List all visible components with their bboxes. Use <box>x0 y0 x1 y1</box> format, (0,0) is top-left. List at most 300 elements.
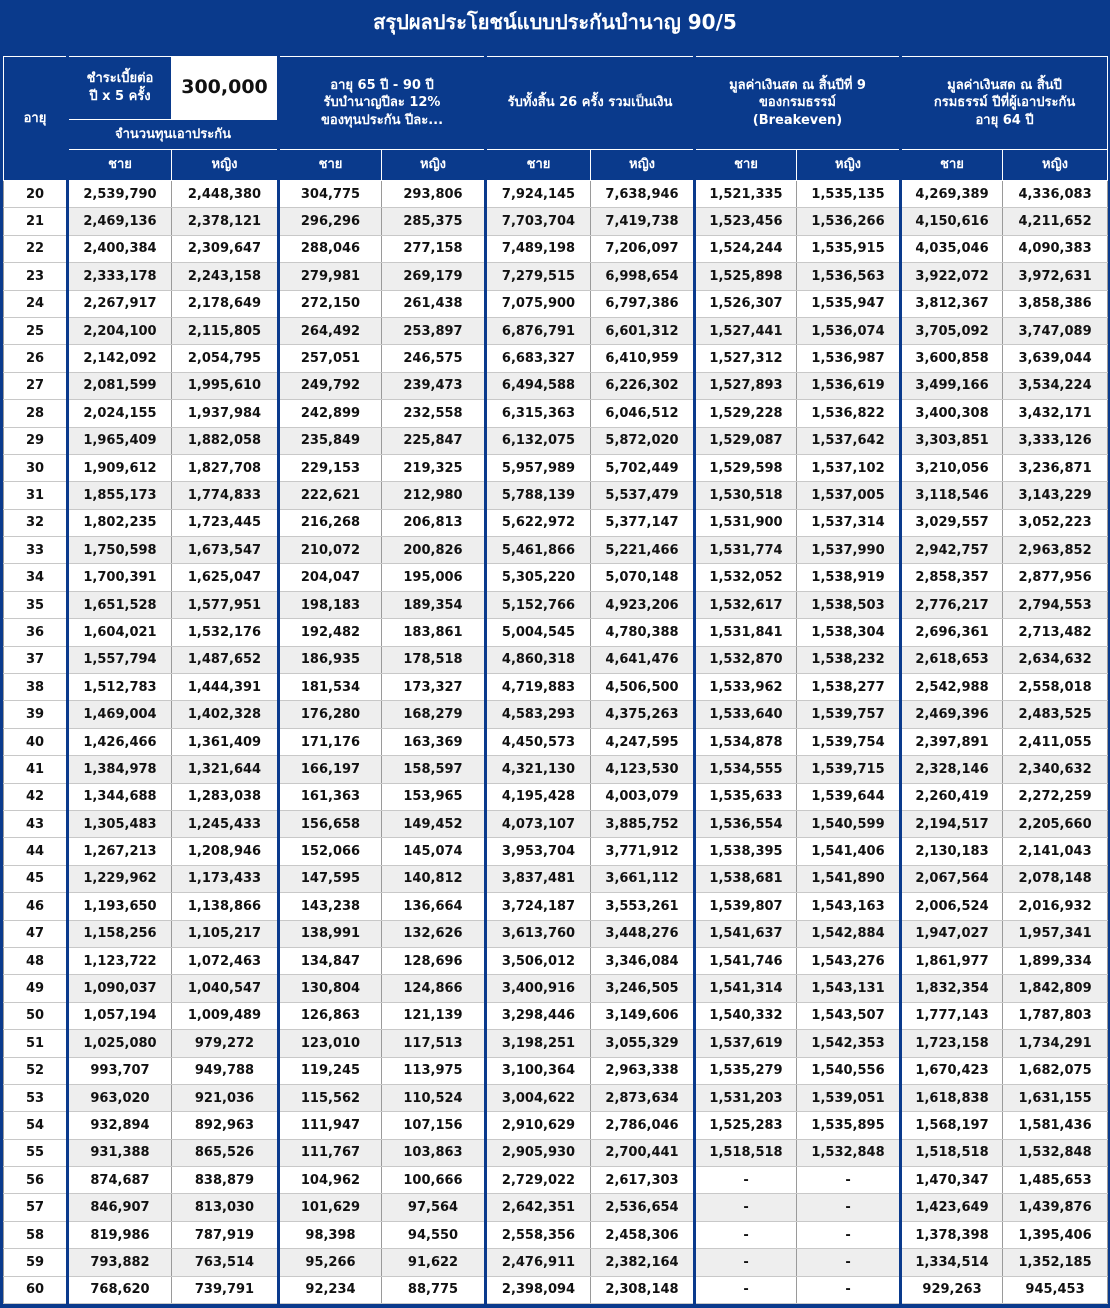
cash-value-female: 945,453 <box>1003 1276 1108 1303</box>
annuity-male: 156,658 <box>279 810 382 837</box>
annuity-female: 88,775 <box>382 1276 486 1303</box>
cash-value-female: 2,078,148 <box>1003 865 1108 892</box>
annuity-male: 92,234 <box>279 1276 382 1303</box>
table-row <box>4 756 1108 783</box>
cash-value-male: 1,723,158 <box>901 1030 1003 1057</box>
annuity-female: 113,975 <box>382 1057 486 1084</box>
annuity-female: 178,518 <box>382 646 486 673</box>
annuity-female: 285,375 <box>382 208 486 235</box>
breakeven-female: 1,535,895 <box>797 1112 901 1139</box>
table-row <box>4 1194 1108 1221</box>
sum-insured-female: 1,173,433 <box>172 865 279 892</box>
breakeven-female: 1,541,406 <box>797 838 901 865</box>
sum-insured-female: 2,378,121 <box>172 208 279 235</box>
total-male: 3,506,012 <box>486 947 591 974</box>
total-female: 4,003,079 <box>591 783 695 810</box>
total-female: 6,046,512 <box>591 400 695 427</box>
age-cell: 39 <box>4 701 68 728</box>
cash-value-female: 1,439,876 <box>1003 1194 1108 1221</box>
sum-insured-male: 1,604,021 <box>68 619 172 646</box>
cash-value-female: 1,532,848 <box>1003 1139 1108 1166</box>
annuity-male: 147,595 <box>279 865 382 892</box>
total-male: 7,703,704 <box>486 208 591 235</box>
total-female: 5,702,449 <box>591 454 695 481</box>
breakeven-female: 1,537,642 <box>797 427 901 454</box>
cash-value-female: 3,972,631 <box>1003 263 1108 290</box>
cash-value-female: 4,090,383 <box>1003 235 1108 262</box>
age-cell: 47 <box>4 920 68 947</box>
age-cell: 56 <box>4 1167 68 1194</box>
cash-value-male: 1,777,143 <box>901 1002 1003 1029</box>
total-female: 4,506,500 <box>591 674 695 701</box>
annuity-female: 168,279 <box>382 701 486 728</box>
sum-insured-male: 1,158,256 <box>68 920 172 947</box>
annuity-male: 111,767 <box>279 1139 382 1166</box>
annuity-female: 145,074 <box>382 838 486 865</box>
cash-value-male: 3,922,072 <box>901 263 1003 290</box>
breakeven-female: 1,538,503 <box>797 591 901 618</box>
sum-insured-male: 1,855,173 <box>68 482 172 509</box>
cash-value-female: 3,333,126 <box>1003 427 1108 454</box>
breakeven-male: 1,530,518 <box>695 482 797 509</box>
breakeven-male: 1,526,307 <box>695 290 797 317</box>
breakeven-male: 1,527,893 <box>695 372 797 399</box>
annuity-female: 239,473 <box>382 372 486 399</box>
sum-insured-male: 874,687 <box>68 1167 172 1194</box>
age-cell: 23 <box>4 263 68 290</box>
table-row <box>4 591 1108 618</box>
breakeven-female: 1,540,599 <box>797 810 901 837</box>
annuity-male: 229,153 <box>279 454 382 481</box>
total-header: รับทั้งสิ้น 26 ครั้ง รวมเป็นเงิน <box>486 57 695 150</box>
annuity-male: 166,197 <box>279 756 382 783</box>
sum-insured-female: 1,774,833 <box>172 482 279 509</box>
cash-value-male: 2,067,564 <box>901 865 1003 892</box>
cash-value-female: 3,747,089 <box>1003 317 1108 344</box>
sum-insured-female: 2,243,158 <box>172 263 279 290</box>
cash-value-male: 2,260,419 <box>901 783 1003 810</box>
cash-value-male: 1,518,518 <box>901 1139 1003 1166</box>
annuity-male: 134,847 <box>279 947 382 974</box>
age-cell: 34 <box>4 564 68 591</box>
table-row <box>4 810 1108 837</box>
cash-value-female: 3,639,044 <box>1003 345 1108 372</box>
cash-value-male: 3,210,056 <box>901 454 1003 481</box>
total-female: 3,448,276 <box>591 920 695 947</box>
sum-insured-male: 1,965,409 <box>68 427 172 454</box>
cash-value-male: 3,812,367 <box>901 290 1003 317</box>
table-body <box>4 181 1108 1304</box>
breakeven-female: 1,540,556 <box>797 1057 901 1084</box>
sum-insured-male: 793,882 <box>68 1249 172 1276</box>
age-cell: 43 <box>4 810 68 837</box>
male-header: ชาย <box>901 150 1003 181</box>
breakeven-female: 1,539,757 <box>797 701 901 728</box>
sum-insured-male: 819,986 <box>68 1221 172 1248</box>
female-header: หญิง <box>591 150 695 181</box>
age-cell: 38 <box>4 674 68 701</box>
total-female: 5,537,479 <box>591 482 695 509</box>
breakeven-male: 1,535,279 <box>695 1057 797 1084</box>
total-male: 4,073,107 <box>486 810 591 837</box>
total-male: 6,494,588 <box>486 372 591 399</box>
sum-insured-male: 993,707 <box>68 1057 172 1084</box>
cash-value-female: 1,395,406 <box>1003 1221 1108 1248</box>
annuity-female: 128,696 <box>382 947 486 974</box>
sum-insured-male: 2,469,136 <box>68 208 172 235</box>
total-male: 3,004,622 <box>486 1084 591 1111</box>
breakeven-male: 1,541,746 <box>695 947 797 974</box>
cash-value-male: 1,670,423 <box>901 1057 1003 1084</box>
age-cell: 59 <box>4 1249 68 1276</box>
total-female: 4,780,388 <box>591 619 695 646</box>
total-male: 5,004,545 <box>486 619 591 646</box>
age-cell: 24 <box>4 290 68 317</box>
sum-insured-female: 1,105,217 <box>172 920 279 947</box>
female-header: หญิง <box>382 150 486 181</box>
sum-insured-female: 2,178,649 <box>172 290 279 317</box>
total-male: 3,100,364 <box>486 1057 591 1084</box>
sum-insured-female: 865,526 <box>172 1139 279 1166</box>
breakeven-female: 1,536,074 <box>797 317 901 344</box>
annuity-male: 123,010 <box>279 1030 382 1057</box>
breakeven-male: 1,523,456 <box>695 208 797 235</box>
annuity-female: 97,564 <box>382 1194 486 1221</box>
table-row <box>4 1112 1108 1139</box>
total-female: 2,873,634 <box>591 1084 695 1111</box>
cash-value-female: 2,205,660 <box>1003 810 1108 837</box>
breakeven-female: 1,537,990 <box>797 537 901 564</box>
sum-insured-male: 1,057,194 <box>68 1002 172 1029</box>
annuity-female: 94,550 <box>382 1221 486 1248</box>
breakeven-female: 1,535,947 <box>797 290 901 317</box>
annuity-female: 183,861 <box>382 619 486 646</box>
age-cell: 35 <box>4 591 68 618</box>
breakeven-female: 1,538,304 <box>797 619 901 646</box>
total-male: 2,398,094 <box>486 1276 591 1303</box>
age-cell: 26 <box>4 345 68 372</box>
total-male: 2,642,351 <box>486 1194 591 1221</box>
table-row <box>4 235 1108 262</box>
cash-value-male: 2,006,524 <box>901 893 1003 920</box>
table-row <box>4 838 1108 865</box>
total-female: 6,998,654 <box>591 263 695 290</box>
breakeven-male: 1,537,619 <box>695 1030 797 1057</box>
sum-insured-female: 1,827,708 <box>172 454 279 481</box>
cash-value-female: 3,858,386 <box>1003 290 1108 317</box>
total-female: 2,963,338 <box>591 1057 695 1084</box>
sum-insured-male: 2,400,384 <box>68 235 172 262</box>
table-row <box>4 372 1108 399</box>
cash-value-male: 1,568,197 <box>901 1112 1003 1139</box>
breakeven-male: 1,532,617 <box>695 591 797 618</box>
sum-insured-male: 2,539,790 <box>68 181 172 208</box>
premium-amount: 300,000 <box>172 57 279 120</box>
breakeven-female: 1,538,277 <box>797 674 901 701</box>
cash-value-male: 2,542,988 <box>901 674 1003 701</box>
breakeven-male: - <box>695 1194 797 1221</box>
male-header: ชาย <box>486 150 591 181</box>
cash-value-female: 1,842,809 <box>1003 975 1108 1002</box>
cash-value-female: 1,631,155 <box>1003 1084 1108 1111</box>
breakeven-female: 1,538,232 <box>797 646 901 673</box>
cash-value-female: 1,957,341 <box>1003 920 1108 947</box>
annuity-male: 111,947 <box>279 1112 382 1139</box>
cash-value-female: 3,432,171 <box>1003 400 1108 427</box>
cash-value-male: 1,378,398 <box>901 1221 1003 1248</box>
age-cell: 25 <box>4 317 68 344</box>
cash-value-male: 1,470,347 <box>901 1167 1003 1194</box>
total-female: 6,226,302 <box>591 372 695 399</box>
sum-insured-female: 1,625,047 <box>172 564 279 591</box>
sum-insured-female: 1,208,946 <box>172 838 279 865</box>
cash-value-male: 4,150,616 <box>901 208 1003 235</box>
breakeven-male: 1,529,087 <box>695 427 797 454</box>
annuity-male: 143,238 <box>279 893 382 920</box>
total-female: 5,872,020 <box>591 427 695 454</box>
cash-value-male: 2,942,757 <box>901 537 1003 564</box>
cash-value-female: 4,336,083 <box>1003 181 1108 208</box>
sum-insured-male: 1,267,213 <box>68 838 172 865</box>
cash-value-female: 2,141,043 <box>1003 838 1108 865</box>
sum-insured-female: 1,723,445 <box>172 509 279 536</box>
breakeven-male: 1,524,244 <box>695 235 797 262</box>
sum-insured-female: 1,321,644 <box>172 756 279 783</box>
annuity-male: 115,562 <box>279 1084 382 1111</box>
annuity-female: 195,006 <box>382 564 486 591</box>
sum-insured-female: 838,879 <box>172 1167 279 1194</box>
sum-insured-female: 1,444,391 <box>172 674 279 701</box>
sum-insured-female: 763,514 <box>172 1249 279 1276</box>
breakeven-male: 1,535,633 <box>695 783 797 810</box>
age-cell: 46 <box>4 893 68 920</box>
cash-value-male: 1,423,649 <box>901 1194 1003 1221</box>
age-cell: 58 <box>4 1221 68 1248</box>
table-row <box>4 674 1108 701</box>
total-male: 4,719,883 <box>486 674 591 701</box>
total-female: 3,771,912 <box>591 838 695 865</box>
total-male: 4,860,318 <box>486 646 591 673</box>
annuity-male: 186,935 <box>279 646 382 673</box>
cash-value-female: 2,483,525 <box>1003 701 1108 728</box>
annuity-male: 288,046 <box>279 235 382 262</box>
age-cell: 52 <box>4 1057 68 1084</box>
sum-insured-female: 787,919 <box>172 1221 279 1248</box>
annuity-male: 204,047 <box>279 564 382 591</box>
total-female: 3,885,752 <box>591 810 695 837</box>
table-row <box>4 920 1108 947</box>
total-male: 5,461,866 <box>486 537 591 564</box>
breakeven-female: - <box>797 1167 901 1194</box>
sum-insured-female: 1,361,409 <box>172 728 279 755</box>
annuity-male: 304,775 <box>279 181 382 208</box>
breakeven-female: 1,536,266 <box>797 208 901 235</box>
female-header: หญิง <box>797 150 901 181</box>
breakeven-female: 1,532,848 <box>797 1139 901 1166</box>
sum-insured-female: 1,072,463 <box>172 947 279 974</box>
breakeven-male: - <box>695 1167 797 1194</box>
cash-value-female: 3,534,224 <box>1003 372 1108 399</box>
breakeven-female: 1,543,507 <box>797 1002 901 1029</box>
table-row <box>4 1249 1108 1276</box>
breakeven-male: 1,529,228 <box>695 400 797 427</box>
age-cell: 54 <box>4 1112 68 1139</box>
breakeven-female: 1,543,276 <box>797 947 901 974</box>
total-female: 3,346,084 <box>591 947 695 974</box>
age-cell: 57 <box>4 1194 68 1221</box>
total-female: 2,536,654 <box>591 1194 695 1221</box>
table-row <box>4 181 1108 208</box>
total-female: 2,786,046 <box>591 1112 695 1139</box>
table-row <box>4 893 1108 920</box>
cash-value-male: 2,696,361 <box>901 619 1003 646</box>
total-female: 5,221,466 <box>591 537 695 564</box>
age-cell: 30 <box>4 454 68 481</box>
annuity-female: 246,575 <box>382 345 486 372</box>
annuity-male: 119,245 <box>279 1057 382 1084</box>
sum-insured-female: 2,054,795 <box>172 345 279 372</box>
annuity-male: 296,296 <box>279 208 382 235</box>
sum-insured-male: 1,802,235 <box>68 509 172 536</box>
total-female: 2,700,441 <box>591 1139 695 1166</box>
cash-value-male: 3,118,546 <box>901 482 1003 509</box>
table-row <box>4 290 1108 317</box>
sum-insured-male: 1,750,598 <box>68 537 172 564</box>
total-male: 7,924,145 <box>486 181 591 208</box>
annuity-male: 222,621 <box>279 482 382 509</box>
age-cell: 41 <box>4 756 68 783</box>
total-male: 2,476,911 <box>486 1249 591 1276</box>
cash-value-male: 2,194,517 <box>901 810 1003 837</box>
annuity-male: 249,792 <box>279 372 382 399</box>
breakeven-male: - <box>695 1276 797 1303</box>
age-cell: 32 <box>4 509 68 536</box>
sum-insured-male: 2,081,599 <box>68 372 172 399</box>
table-row <box>4 482 1108 509</box>
total-female: 4,123,530 <box>591 756 695 783</box>
breakeven-female: 1,537,005 <box>797 482 901 509</box>
total-male: 5,152,766 <box>486 591 591 618</box>
sum-insured-male: 2,024,155 <box>68 400 172 427</box>
total-male: 7,075,900 <box>486 290 591 317</box>
cash-value-female: 2,634,632 <box>1003 646 1108 673</box>
cash-value-male: 1,334,514 <box>901 1249 1003 1276</box>
cash-value-male: 2,328,146 <box>901 756 1003 783</box>
breakeven-male: 1,541,314 <box>695 975 797 1002</box>
annuity-female: 206,813 <box>382 509 486 536</box>
breakeven-male: 1,525,898 <box>695 263 797 290</box>
sum-insured-female: 1,138,866 <box>172 893 279 920</box>
total-female: 6,601,312 <box>591 317 695 344</box>
breakeven-female: 1,543,131 <box>797 975 901 1002</box>
breakeven-male: 1,540,332 <box>695 1002 797 1029</box>
table-row <box>4 537 1108 564</box>
breakeven-female: 1,538,919 <box>797 564 901 591</box>
table-row <box>4 317 1108 344</box>
cash-value-female: 2,877,956 <box>1003 564 1108 591</box>
total-male: 4,321,130 <box>486 756 591 783</box>
total-female: 4,375,263 <box>591 701 695 728</box>
table-row <box>4 1139 1108 1166</box>
sum-insured-female: 1,937,984 <box>172 400 279 427</box>
sum-insured-male: 963,020 <box>68 1084 172 1111</box>
annuity-female: 153,965 <box>382 783 486 810</box>
total-male: 7,489,198 <box>486 235 591 262</box>
annuity-male: 198,183 <box>279 591 382 618</box>
sum-insured-female: 2,309,647 <box>172 235 279 262</box>
total-male: 4,583,293 <box>486 701 591 728</box>
breakeven-female: 1,537,102 <box>797 454 901 481</box>
sum-insured-female: 1,283,038 <box>172 783 279 810</box>
breakeven-male: 1,536,554 <box>695 810 797 837</box>
sum-insured-male: 932,894 <box>68 1112 172 1139</box>
table-row <box>4 208 1108 235</box>
table-row <box>4 701 1108 728</box>
cash-value-female: 1,787,803 <box>1003 1002 1108 1029</box>
breakeven-female: 1,539,051 <box>797 1084 901 1111</box>
cash-value-64-header: มูลค่าเงินสด ณ สิ้นปี กรมธรรม์ ปีที่ผู้เอาประกัน อายุ 64 ปี <box>901 57 1108 150</box>
annuity-female: 225,847 <box>382 427 486 454</box>
annuity-female: 173,327 <box>382 674 486 701</box>
sum-insured-male: 1,193,650 <box>68 893 172 920</box>
sum-insured-male: 768,620 <box>68 1276 172 1303</box>
breakeven-male: 1,538,395 <box>695 838 797 865</box>
age-cell: 50 <box>4 1002 68 1029</box>
total-male: 5,788,139 <box>486 482 591 509</box>
cash-value-male: 3,400,308 <box>901 400 1003 427</box>
total-female: 2,617,303 <box>591 1167 695 1194</box>
total-male: 2,905,930 <box>486 1139 591 1166</box>
total-female: 7,206,097 <box>591 235 695 262</box>
age-cell: 36 <box>4 619 68 646</box>
cash-value-male: 929,263 <box>901 1276 1003 1303</box>
sum-insured-male: 1,909,612 <box>68 454 172 481</box>
cash-value-male: 3,705,092 <box>901 317 1003 344</box>
cash-value-female: 2,340,632 <box>1003 756 1108 783</box>
cash-value-female: 3,052,223 <box>1003 509 1108 536</box>
table-row <box>4 427 1108 454</box>
breakeven-male: 1,541,637 <box>695 920 797 947</box>
cash-value-female: 1,485,653 <box>1003 1167 1108 1194</box>
table-row <box>4 1221 1108 1248</box>
breakeven-male: 1,534,878 <box>695 728 797 755</box>
sum-insured-female: 1,995,610 <box>172 372 279 399</box>
age-cell: 45 <box>4 865 68 892</box>
annuity-male: 257,051 <box>279 345 382 372</box>
annuity-female: 121,139 <box>382 1002 486 1029</box>
table-row <box>4 1276 1108 1303</box>
sum-insured-male: 1,469,004 <box>68 701 172 728</box>
sum-insured-male: 1,651,528 <box>68 591 172 618</box>
table-row <box>4 646 1108 673</box>
annuity-female: 163,369 <box>382 728 486 755</box>
sum-insured-female: 2,448,380 <box>172 181 279 208</box>
sum-insured-male: 1,557,794 <box>68 646 172 673</box>
breakeven-female: 1,536,563 <box>797 263 901 290</box>
breakeven-male: 1,533,962 <box>695 674 797 701</box>
sum-insured-male: 2,267,917 <box>68 290 172 317</box>
cash-value-female: 1,352,185 <box>1003 1249 1108 1276</box>
cash-value-female: 2,713,482 <box>1003 619 1108 646</box>
total-male: 2,558,356 <box>486 1221 591 1248</box>
breakeven-male: 1,529,598 <box>695 454 797 481</box>
annuity-male: 176,280 <box>279 701 382 728</box>
breakeven-female: 1,537,314 <box>797 509 901 536</box>
table-row <box>4 619 1108 646</box>
page-title: สรุปผลประโยชน์แบบประกันบำนาญ 90/5 <box>373 10 737 34</box>
annuity-male: 104,962 <box>279 1167 382 1194</box>
age-cell: 48 <box>4 947 68 974</box>
